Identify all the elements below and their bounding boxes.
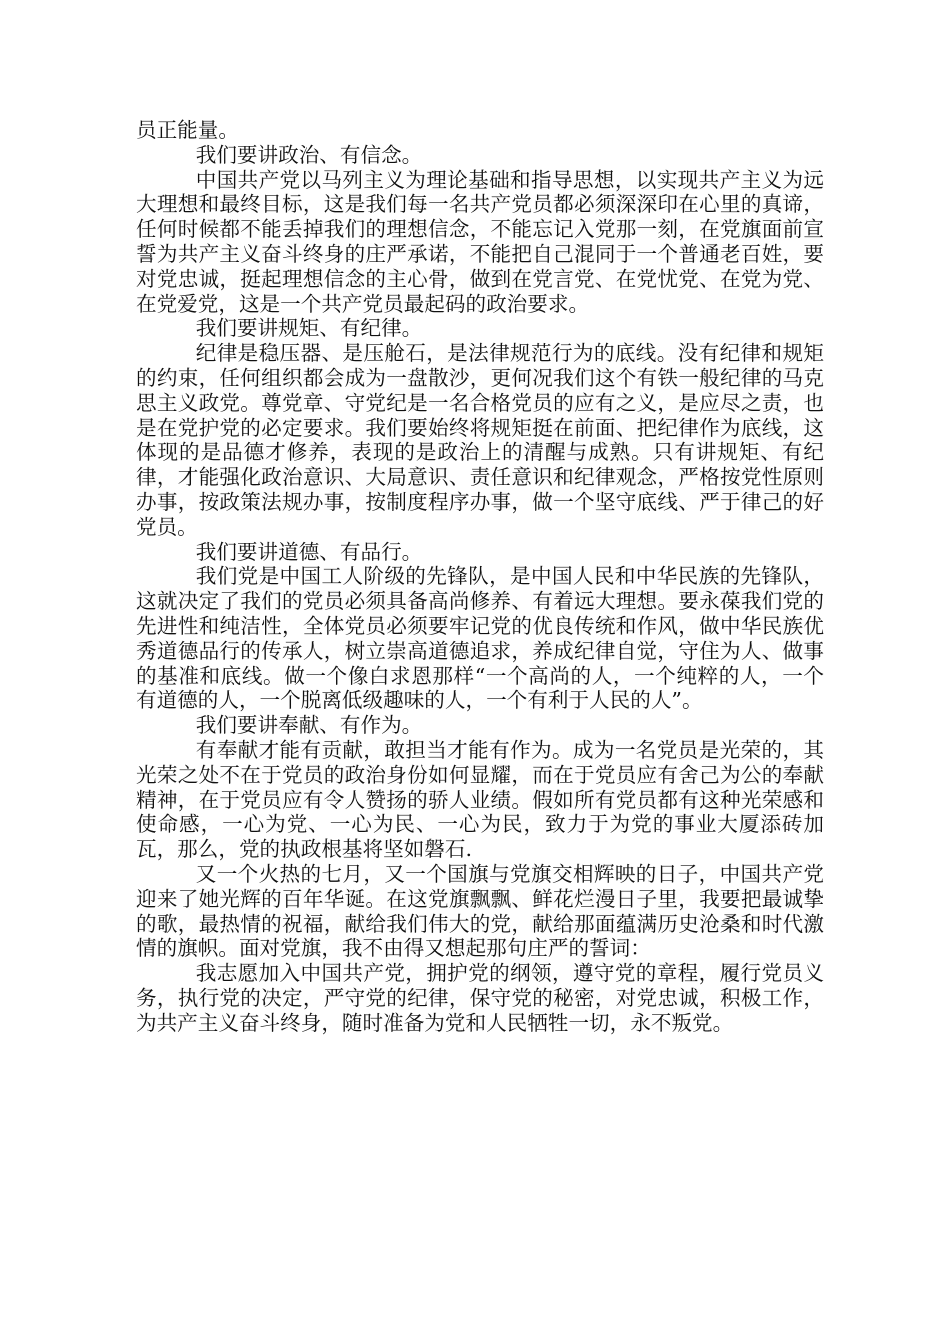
paragraph-politics: 中国共产党以马列主义为理论基础和指导思想，以实现共产主义为远大理想和最终目标，这是我们每一名共产党员都必须深深印在心里的真谛，任何时候都不能丢掉我们的理想信念，不能忘记入党那一刻，在党旗面前宣誓为共产主义奋斗终身的庄严承诺，不能把自己混同于一个普通老百姓，要对党忠诚，挺起理想信念的主心骨，做到在党言党、在党忧党、在党为党、在党爱党，这是一个共产党员最起码的政治要求。 bbox=[136, 167, 824, 316]
document-page bbox=[136, 118, 824, 1035]
paragraph-oath: 我志愿加入中国共产党，拥护党的纲领，遵守党的章程，履行党员义务，执行党的决定，严守党的纪律，保守党的秘密，对党忠诚，积极工作，为共产主义奋斗终身，随时准备为党和人民牺牲一切，永不叛党。 bbox=[136, 961, 824, 1035]
section-heading-discipline: 我们要讲规矩、有纪律。 bbox=[195, 316, 423, 341]
section-heading-politics: 我们要讲政治、有信念。 bbox=[195, 142, 423, 167]
section-heading-morality: 我们要讲道德、有品行。 bbox=[195, 539, 423, 564]
paragraph-morality: 我们党是中国工人阶级的先锋队，是中国人民和中华民族的先锋队，这就决定了我们的党员必须具备高尚修养、有着远大理想。要永葆我们党的先进性和纯洁性，全体党员必须要牢记党的优良传统和作风，做中华民族优秀道德品行的传承人，树立崇高道德追求，养成纪律自觉，守住为人、做事的基准和底线。做一个像白求恩那样“一个高尚的人，一个纯粹的人，一个有道德的人，一个脱离低级趣味的人，一个有利于人民的人”。 bbox=[136, 564, 824, 713]
paragraph-continued: 员正能量。 bbox=[136, 118, 239, 142]
paragraph-discipline: 纪律是稳压器、是压舱石，是法律规范行为的底线。没有纪律和规矩的约束，任何组织都会成为一盘散沙，更何况我们这个有铁一般纪律的马克思主义政党。尊党章、守党纪是一名合格党员的应有之义，是应尽之责，也是在党护党的必定要求。我们要始终将规矩挺在前面、把纪律作为底线，这体现的是品德才修养，表现的是政治上的清醒与成熟。只有讲规矩、有纪律，才能强化政治意识、大局意识、责任意识和纪律观念，严格按党性原则办事，按政策法规办事，按制度程序办事，做一个坚守底线、严于律己的好党员。 bbox=[136, 341, 824, 539]
paragraph-july: 又一个火热的七月，又一个国旗与党旗交相辉映的日子，中国共产党迎来了她光辉的百年华诞。在这党旗飘飘、鲜花烂漫日子里，我要把最诚挚的歌，最热情的祝福，献给我们伟大的党，献给那面蕴满历史沧桑和时代激情的旗帜。面对党旗，我不由得又想起那句庄严的誓词： bbox=[136, 861, 824, 961]
paragraph-dedication: 有奉献才能有贡献，敢担当才能有作为。成为一名党员是光荣的，其光荣之处不在于党员的政治身份如何显耀，而在于党员应有舍己为公的奉献精神，在于党员应有令人赞扬的骄人业绩。假如所有党员都有这种光荣感和使命感，一心为党、一心为民、一心为民，致力于为党的事业大厦添砖加瓦，那么，党的执政根基将坚如磐石. bbox=[136, 737, 824, 862]
section-heading-dedication: 我们要讲奉献、有作为。 bbox=[195, 713, 423, 738]
